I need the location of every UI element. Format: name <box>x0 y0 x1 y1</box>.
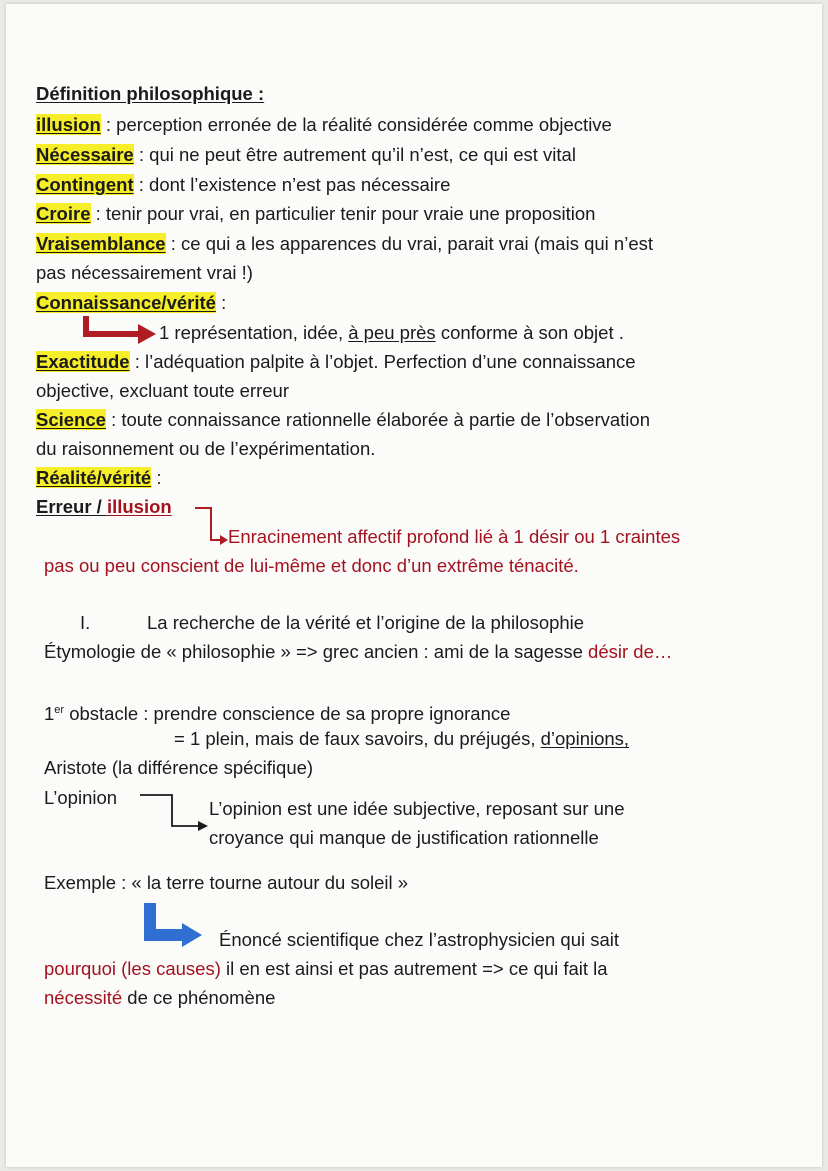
term-erreur: Erreur / <box>36 496 107 517</box>
term-croire: Croire <box>36 203 91 224</box>
erreur-description-line-1: Enracinement affectif profond lié à 1 désir ou 1 craintes <box>228 526 681 547</box>
term-science: Science <box>36 409 106 430</box>
definition-necessaire <box>36 144 576 166</box>
pourquoi-text: il en est ainsi et pas autrement => ce qui fait la <box>220 958 608 979</box>
definition-exactitude-text: : l’adéquation palpite à l’objet. Perfection d’une connaissance <box>129 351 636 372</box>
obstacle-superscript: er <box>54 704 65 716</box>
obstacle-number: 1 <box>44 703 55 725</box>
definition-erreur <box>36 496 172 518</box>
obstacle-text: obstacle : prendre conscience de sa propre ignorance <box>64 703 511 725</box>
connaissance-description <box>159 322 624 344</box>
term-contingent: Contingent <box>36 174 134 195</box>
example-line: Exemple : « la terre tourne autour du soleil » <box>44 872 409 893</box>
opinion-label: L’opinion <box>44 787 118 808</box>
definition-realite <box>36 467 161 489</box>
red-bracket-arrow-icon <box>193 504 233 544</box>
necessite-line <box>44 987 275 1009</box>
red-arrow-icon <box>82 314 162 346</box>
definition-connaissance-suffix: : <box>215 292 227 313</box>
definition-necessaire-text: : qui ne peut être autrement qu’il n’est, ce qui est vital <box>133 144 576 165</box>
page-title: Définition philosophique : <box>36 83 265 104</box>
necessite-text: de ce phénomène <box>122 987 276 1008</box>
aristote-line: Aristote (la différence spécifique) <box>44 757 314 778</box>
definition-science-continued: du raisonnement ou de l’expérimentation. <box>36 438 376 459</box>
etymology-red-text: désir de… <box>588 641 673 662</box>
definition-contingent <box>36 174 450 196</box>
etymology-line <box>44 641 672 663</box>
enonce-line: Énoncé scientifique chez l’astrophysicien qui sait <box>219 929 620 950</box>
plein-line <box>174 728 629 750</box>
notes-page <box>6 4 822 1167</box>
definition-vraisemblance-text: : ce qui a les apparences du vrai, parait vrai (mais qui n’est <box>165 233 653 254</box>
term-vraisemblance: Vraisemblance <box>36 233 166 254</box>
definition-exactitude <box>36 351 636 373</box>
definition-vraisemblance <box>36 233 653 255</box>
definition-vraisemblance-continued: pas nécessairement vrai !) <box>36 262 253 283</box>
definition-croire <box>36 203 595 225</box>
term-realite: Réalité/vérité <box>36 467 152 488</box>
definition-illusion <box>36 114 612 136</box>
plein-text: = 1 plein, mais de faux savoirs, du préjugés, <box>174 728 541 749</box>
definition-illusion-text: : perception erronée de la réalité considérée comme objective <box>100 114 612 135</box>
term-illusion: illusion <box>36 114 101 135</box>
first-obstacle-line <box>44 699 510 725</box>
definition-connaissance <box>36 292 226 314</box>
black-bracket-arrow-icon <box>138 792 214 834</box>
connaissance-text-underlined: à peu près <box>348 322 436 343</box>
erreur-description-line-2: pas ou peu conscient de lui-même et donc d’un extrême ténacité. <box>44 555 579 576</box>
connaissance-text-a: 1 représentation, idée, <box>159 322 349 343</box>
term-exactitude: Exactitude <box>36 351 130 372</box>
definition-contingent-text: : dont l’existence n’est pas nécessaire <box>133 174 451 195</box>
etymology-text: Étymologie de « philosophie » => grec ancien : ami de la sagesse <box>44 641 589 662</box>
pourquoi-line <box>44 958 608 980</box>
term-illusion-red: illusion <box>106 496 172 517</box>
necessite-red-text: nécessité <box>44 987 123 1008</box>
definition-exactitude-continued: objective, excluant toute erreur <box>36 380 289 401</box>
blue-arrow-icon <box>140 901 206 949</box>
term-connaissance: Connaissance/vérité <box>36 292 216 313</box>
definition-science-text: : toute connaissance rationnelle élaborée à partie de l’observation <box>105 409 650 430</box>
opinion-definition-line-2: croyance qui manque de justification rationnelle <box>209 827 599 848</box>
opinion-definition-line-1: L’opinion est une idée subjective, reposant sur une <box>209 798 625 819</box>
definition-croire-text: : tenir pour vrai, en particulier tenir pour vraie une proposition <box>90 203 596 224</box>
pourquoi-red-text: pourquoi (les causes) <box>44 958 221 979</box>
plein-underlined: d’opinions, <box>540 728 630 749</box>
definition-science <box>36 409 650 431</box>
connaissance-text-b: conforme à son objet . <box>435 322 624 343</box>
section-number: I. <box>80 612 91 633</box>
term-necessaire: Nécessaire <box>36 144 134 165</box>
definition-realite-suffix: : <box>151 467 162 488</box>
section-title: La recherche de la vérité et l’origine de la philosophie <box>147 612 585 633</box>
